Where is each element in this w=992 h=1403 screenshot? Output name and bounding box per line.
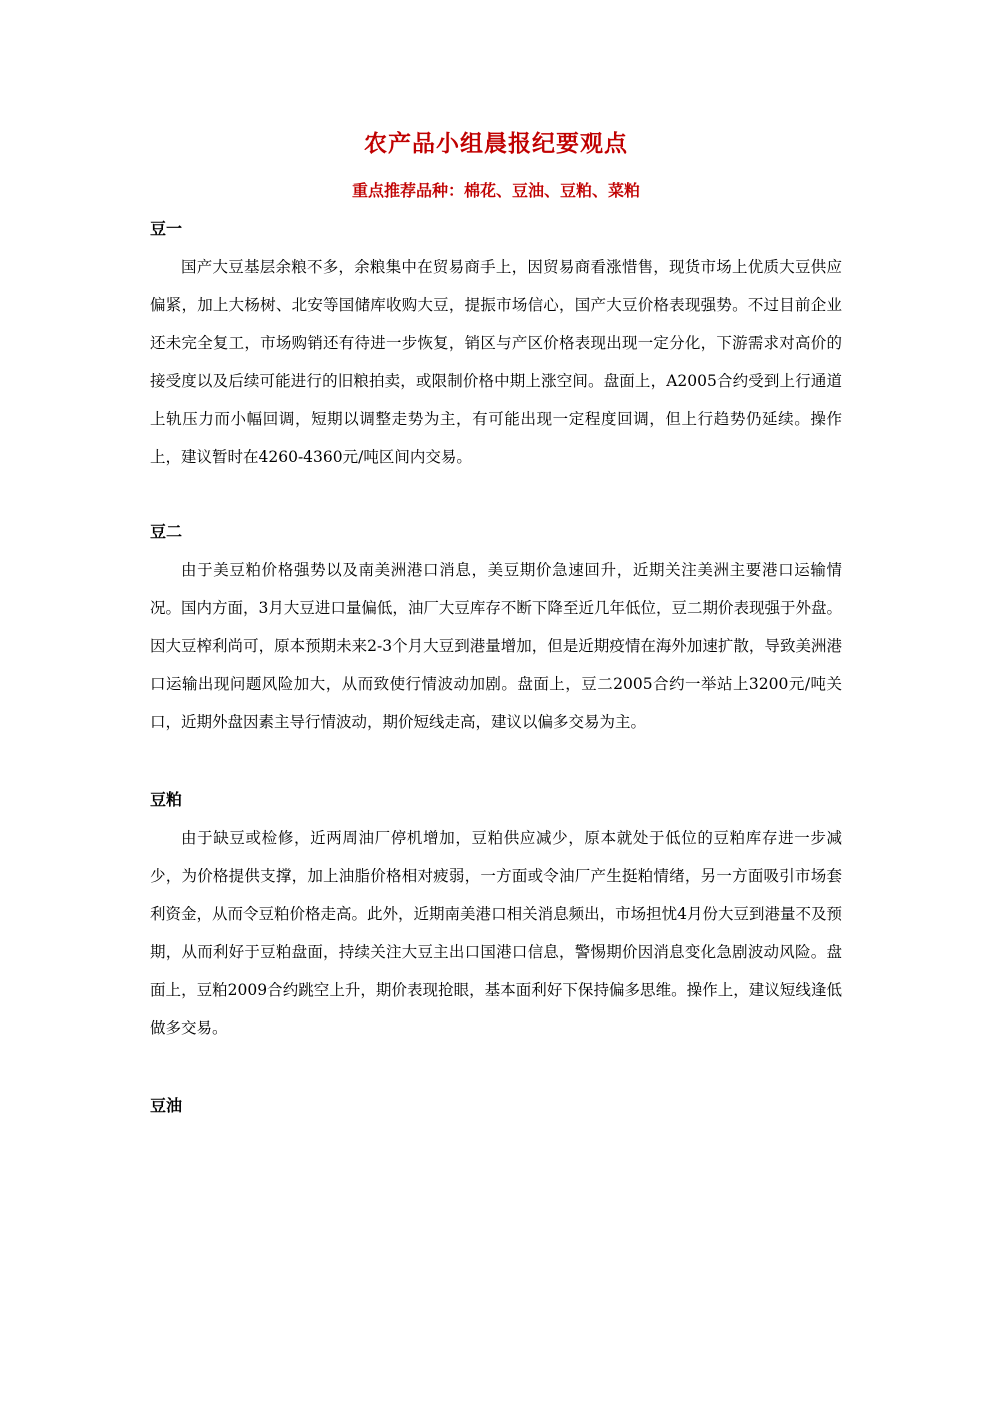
section-paragraph: 国产大豆基层余粮不多，余粮集中在贸易商手上，因贸易商看涨惜售，现货市场上优质大豆供应偏紧，加上大杨树、北安等国储库收购大豆，提振市场信心，国产大豆价格表现强势。不过目前企业还未完全复工，市场购销还有待进一步恢复，销区与产区价格表现出现一定分化，下游需求对高价的接受度以及后续可能进行的旧粮拍卖，或限制价格中期上涨空间。盘面上，A2005合约受到上行通道上轨压力而小幅回调，短期以调整走势为主，有可能出现一定程度回调，但上行趋势仍延续。操作上，建议暂时在4260-4360元/吨区间内交易。 xyxy=(150,258,842,466)
document-title: 农产品小组晨报纪要观点 xyxy=(364,131,628,157)
section-heading: 豆一 xyxy=(150,219,183,238)
document-subtitle: 重点推荐品种：棉花、豆油、豆粕、菜粕 xyxy=(351,181,640,200)
section-heading: 豆油 xyxy=(150,1096,183,1115)
section-heading: 豆二 xyxy=(150,522,183,541)
section-heading: 豆粕 xyxy=(150,790,183,809)
section-paragraph: 由于缺豆或检修，近两周油厂停机增加，豆粕供应减少，原本就处于低位的豆粕库存进一步减少，为价格提供支撑，加上油脂价格相对疲弱，一方面或令油厂产生挺粕情绪，另一方面吸引市场套利资金，从而令豆粕价格走高。此外，近期南美港口相关消息频出，市场担忧4月份大豆到港量不及预期，从而利好于豆粕盘面，持续关注大豆主出口国港口信息，警惕期价因消息变化急剧波动风险。盘面上，豆粕2009合约跳空上升，期价表现抢眼，基本面利好下保持偏多思维。操作上，建议短线逢低做多交易。 xyxy=(150,829,842,1037)
document-page xyxy=(150,122,842,1119)
section-douyou xyxy=(150,1093,842,1119)
section-doupo xyxy=(150,787,842,1047)
section-douer xyxy=(150,519,842,741)
section-douyi xyxy=(150,216,842,476)
section-paragraph: 由于美豆粕价格强势以及南美洲港口消息，美豆期价急速回升，近期关注美洲主要港口运输情况。国内方面，3月大豆进口量偏低，油厂大豆库存不断下降至近几年低位，豆二期价表现强于外盘。因大豆榨利尚可，原本预期未来2-3个月大豆到港量增加，但是近期疫情在海外加速扩散，导致美洲港口运输出现问题风险加大，从而致使行情波动加剧。盘面上，豆二2005合约一举站上3200元/吨关口，近期外盘因素主导行情波动，期价短线走高，建议以偏多交易为主。 xyxy=(150,561,842,731)
